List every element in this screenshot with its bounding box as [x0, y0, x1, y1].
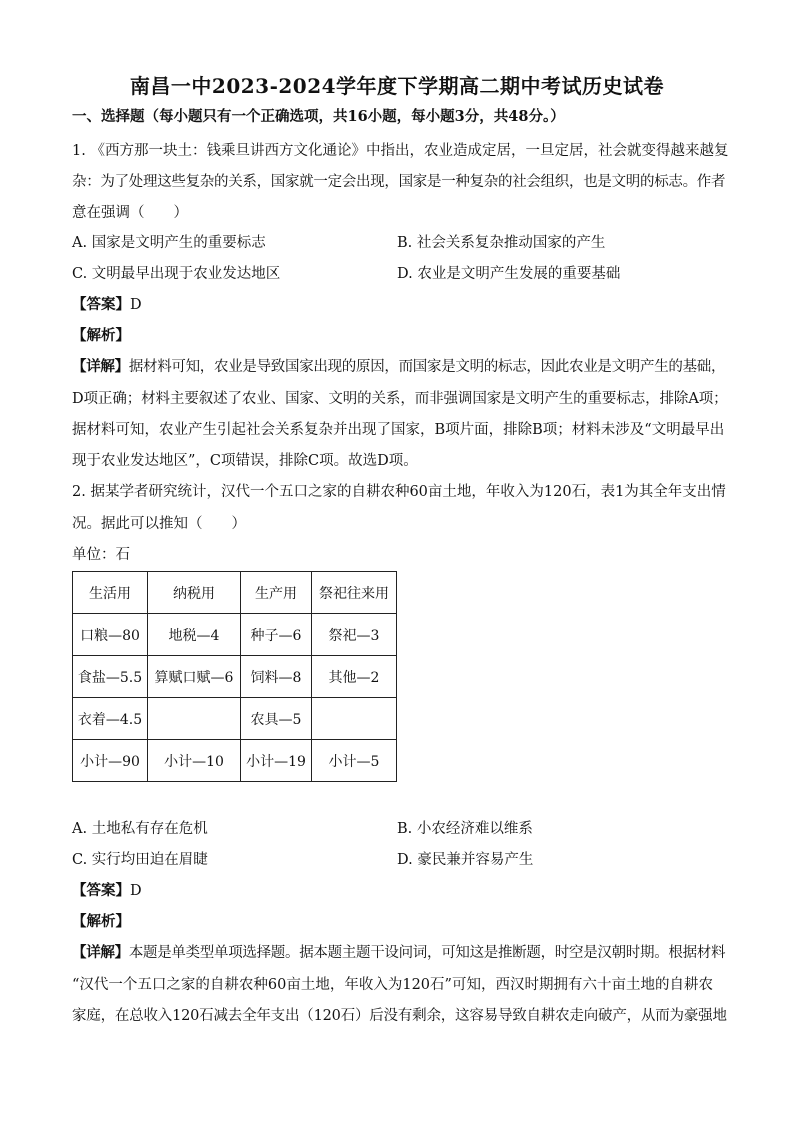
q2-detail-line-3: 家庭，在总收入120石减去全年支出（120石）后没有剩余，这容易导致自耕农走向破产，从而为豪强地 — [72, 1008, 727, 1024]
table-cell: 食盐—5.5 — [73, 656, 148, 698]
table-cell: 生产用 — [241, 572, 312, 614]
table-cell: 小计—19 — [241, 740, 312, 782]
table-row — [73, 698, 397, 740]
q1-detail-line-2: D项正确；材料主要叙述了农业、国家、文明的关系，而非强调国家是文明产生的重要标志，排除A项； — [72, 391, 728, 407]
q1-detail-line-1 — [72, 357, 728, 377]
q1-detail-line-3: 据材料可知，农业产生引起社会关系复杂并出现了国家，B项片面，排除B项；材料未涉及“文明最早出 — [72, 422, 725, 438]
answer-value: D — [130, 297, 142, 313]
q2-unit-label: 单位：石 — [72, 547, 130, 563]
table-row — [73, 572, 397, 614]
q1-stem-line-1: 1. 《西方那一块土：钱乘旦讲西方文化通论》中指出，农业造成定居，一旦定居，社会就变得越来越复 — [72, 143, 729, 159]
table-cell: 生活用 — [73, 572, 148, 614]
q2-stem-line-1: 2. 据某学者研究统计，汉代一个五口之家的自耕农种60亩土地，年收入为120石，表1为其全年支出情 — [72, 484, 726, 500]
table-cell — [312, 698, 397, 740]
table-cell: 地税—4 — [148, 614, 241, 656]
table-cell: 小计—90 — [73, 740, 148, 782]
q1-analysis-tag: 【解析】 — [72, 327, 130, 344]
q1-stem-line-2: 杂：为了处理这些复杂的关系，国家就一定会出现，国家是一种复杂的社会组织，也是文明的标志。作者 — [72, 174, 726, 190]
section-heading: 一、选择题（每小题只有一个正确选项，共16小题，每小题3分，共48分。） — [72, 108, 565, 125]
table-cell — [148, 698, 241, 740]
q2-option-c: C. 实行均田迫在眉睫 — [72, 852, 208, 868]
q2-option-d: D. 豪民兼并容易产生 — [397, 852, 534, 868]
q2-stem-line-2: 况。据此可以推知（ ） — [72, 516, 246, 532]
q1-answer — [72, 295, 728, 315]
answer-tag: 【答案】 — [72, 296, 130, 313]
detail-tag: 【详解】 — [72, 944, 129, 961]
answer-value: D — [130, 883, 142, 899]
table-cell: 小计—10 — [148, 740, 241, 782]
q2-option-b: B. 小农经济难以维系 — [397, 821, 533, 837]
table-cell: 口粮—80 — [73, 614, 148, 656]
table-cell: 小计—5 — [312, 740, 397, 782]
q1-option-a: A. 国家是文明产生的重要标志 — [72, 235, 266, 251]
q2-detail-line-2: “汉代一个五口之家的自耕农种60亩土地，年收入为120石”可知，西汉时期拥有六十亩土地的自耕农 — [72, 977, 713, 993]
table-cell: 衣着—4.5 — [73, 698, 148, 740]
table-cell: 祭祀—3 — [312, 614, 397, 656]
q2-option-a: A. 土地私有存在危机 — [72, 821, 208, 837]
table-row — [73, 614, 397, 656]
q2-detail-line-1 — [72, 943, 728, 963]
table-cell: 祭祀往来用 — [312, 572, 397, 614]
table-cell: 饲料—8 — [241, 656, 312, 698]
table-cell: 种子—6 — [241, 614, 312, 656]
q1-stem-line-3: 意在强调（ ） — [72, 205, 188, 221]
q1-option-b: B. 社会关系复杂推动国家的产生 — [397, 235, 606, 251]
q1-option-c: C. 文明最早出现于农业发达地区 — [72, 266, 281, 282]
detail-text: 本题是单类型单项选择题。据本题主题干设问词，可知这是推断题，时空是汉朝时期。根据材料 — [128, 945, 726, 961]
table-row — [73, 656, 397, 698]
q2-answer — [72, 881, 728, 901]
detail-text: 据材料可知，农业是导致国家出现的原因，而国家是文明的标志，因此农业是文明产生的基础， — [128, 359, 726, 375]
table-cell: 算赋口赋—6 — [148, 656, 241, 698]
table-row — [73, 740, 397, 782]
q2-analysis-tag: 【解析】 — [72, 913, 130, 930]
detail-tag: 【详解】 — [72, 358, 129, 375]
exam-title: 南昌一中2023-2024学年度下学期高二期中考试历史试卷 — [129, 74, 665, 98]
q1-option-d: D. 农业是文明产生发展的重要基础 — [397, 266, 621, 282]
table-cell: 其他—2 — [312, 656, 397, 698]
table-cell: 农具—5 — [241, 698, 312, 740]
expenditure-table — [72, 571, 397, 782]
table-cell: 纳税用 — [148, 572, 241, 614]
answer-tag: 【答案】 — [72, 882, 130, 899]
q1-detail-line-4: 现于农业发达地区”，C项错误，排除C项。故选D项。 — [72, 453, 418, 469]
